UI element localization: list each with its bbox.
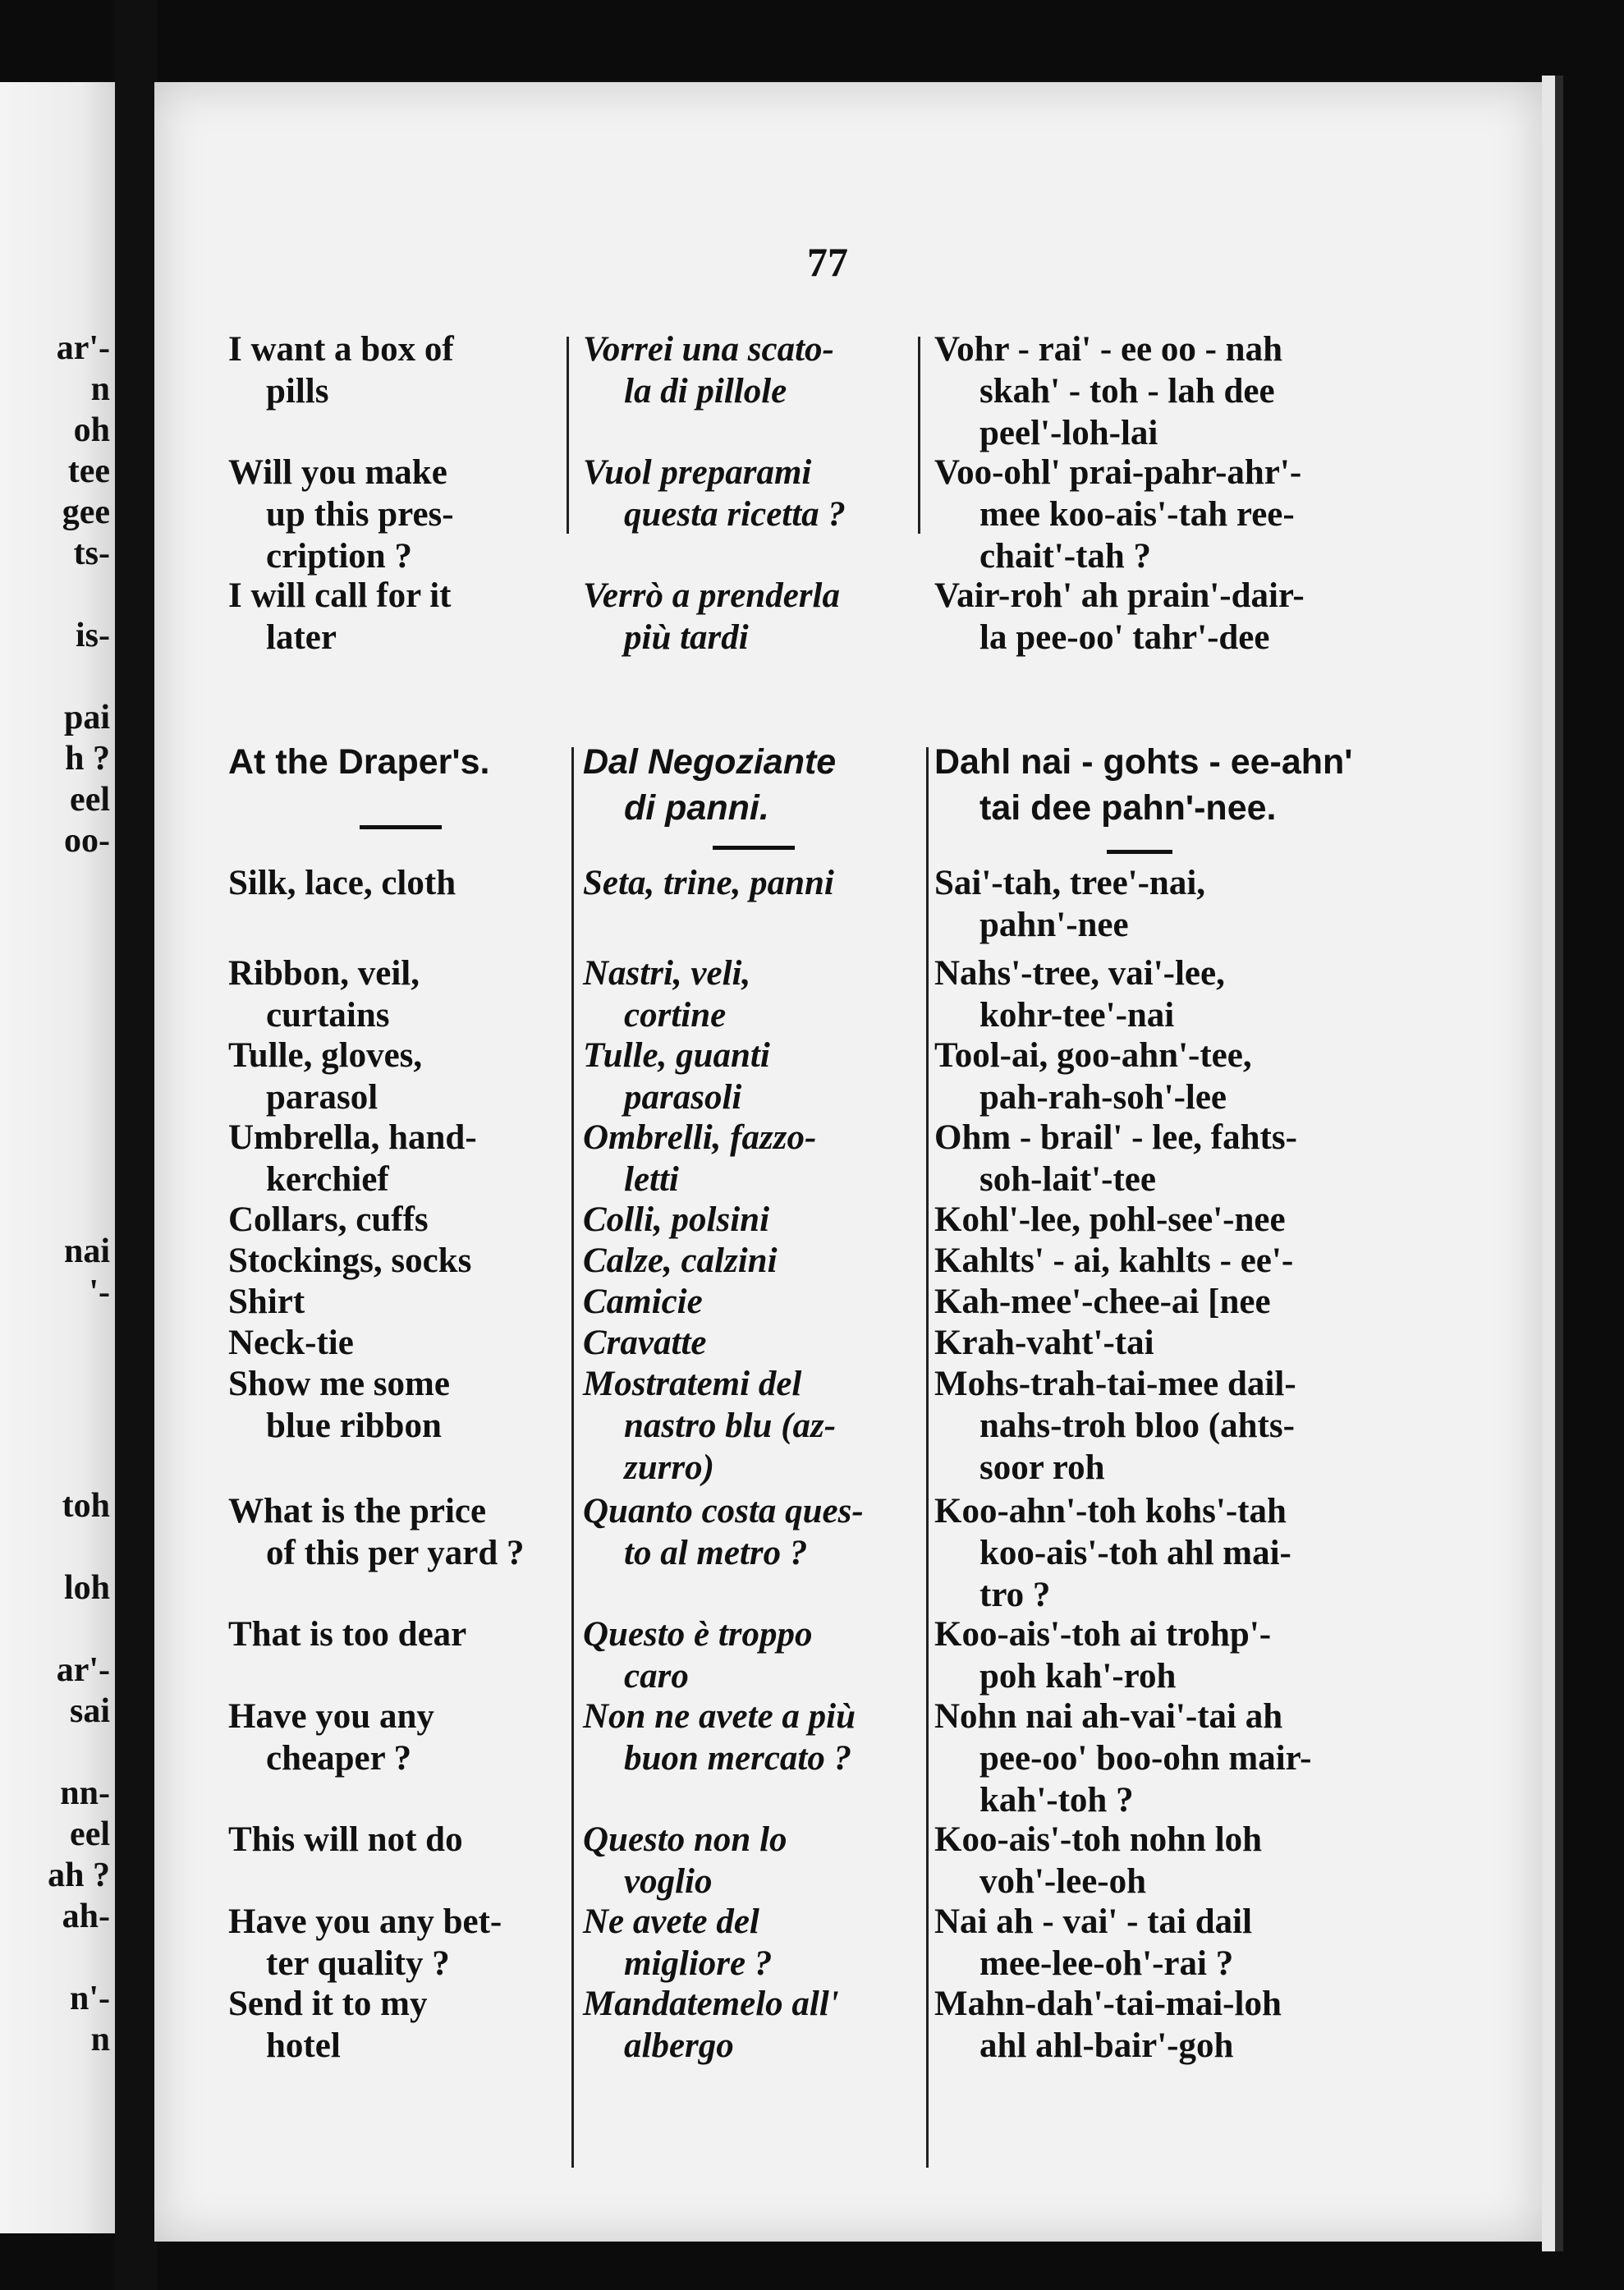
pronunciation-text: skah' - toh - lah dee: [979, 372, 1275, 411]
left-fragment: '-: [89, 1273, 110, 1311]
left-fragment: ts-: [73, 535, 110, 572]
left-fragment: loh: [63, 1569, 110, 1607]
english-text: Send it to my: [228, 1985, 428, 2023]
english-text: of this per yard ?: [266, 1534, 525, 1572]
drapery-entry-pr: [934, 1199, 1361, 1241]
pronunciation-text: Koo-ais'-toh ai trohp'-: [934, 1615, 1272, 1654]
english-text: up this pres-: [266, 495, 454, 534]
pronunciation-text: Vair-roh' ah prain'-dair-: [934, 576, 1305, 615]
drapery-entry-pr: [934, 1901, 1361, 1985]
english-text: Neck-tie: [228, 1324, 354, 1362]
column-divider: [571, 747, 574, 2168]
drapery-entry-pr: [934, 1490, 1361, 1616]
italian-text: Quanto costa ques-: [583, 1492, 864, 1530]
drapery-entry-pr: [934, 1240, 1361, 1282]
english-text: Silk, lace, cloth: [228, 864, 456, 902]
english-text: curtains: [266, 996, 390, 1035]
drapery-entry-pr: [934, 1035, 1361, 1118]
italian-text: Vuol preparami: [583, 453, 812, 492]
heading-text: Dahl nai - gohts - ee-ahn': [934, 742, 1353, 782]
left-fragment: nai: [63, 1232, 110, 1270]
previous-page-edge: [0, 82, 115, 2233]
left-fragment: eel: [70, 781, 110, 819]
english-text: Ribbon, veil,: [228, 954, 420, 993]
english-text: That is too dear: [228, 1615, 467, 1654]
italian-text: voglio: [624, 1862, 713, 1901]
english-text: parasol: [266, 1078, 378, 1117]
pronunciation-text: ahl ahl-bair'-goh: [979, 2026, 1234, 2065]
pronunciation-text: la pee-oo' tahr'-dee: [979, 618, 1270, 657]
drapery-entry-pr: [934, 1117, 1361, 1200]
pronunciation-text: Krah-vaht'-tai: [934, 1324, 1154, 1362]
italian-text: letti: [624, 1160, 679, 1199]
italian-text: Ne avete del: [583, 1902, 759, 1941]
english-text: later: [266, 618, 337, 657]
english-text: hotel: [266, 2026, 341, 2065]
pronunciation-text: koo-ais'-toh ahl mai-: [979, 1534, 1291, 1572]
english-text: Stockings, socks: [228, 1241, 472, 1280]
pharmacy-entry-it: [583, 452, 911, 535]
heading-rule: [360, 825, 442, 829]
left-fragment: ah ?: [48, 1856, 110, 1894]
english-text: Will you make: [228, 453, 447, 492]
heading-rule: [713, 846, 795, 850]
english-text: blue ribbon: [266, 1407, 442, 1445]
section-heading-pr: [934, 739, 1361, 831]
pronunciation-text: soor roh: [979, 1448, 1105, 1487]
left-fragment: oo-: [64, 822, 110, 860]
left-fragment: pai: [63, 699, 110, 737]
left-fragment: nn-: [60, 1774, 110, 1812]
drapery-entry-pr: [934, 1696, 1361, 1821]
drapery-entry-it: [583, 1035, 911, 1118]
italian-text: Colli, polsini: [583, 1200, 770, 1239]
left-fragment: ar'-: [56, 1651, 110, 1689]
pronunciation-text: Sai'-tah, tree'-nai,: [934, 864, 1206, 902]
drapery-entry-pr: [934, 1363, 1361, 1489]
left-fragment: tee: [67, 452, 110, 490]
italian-text: Nastri, veli,: [583, 954, 751, 993]
italian-text: Seta, trine, panni: [583, 864, 834, 902]
pronunciation-text: mee koo-ais'-tah ree-: [979, 495, 1295, 534]
pronunciation-text: pahn'-nee: [979, 906, 1129, 944]
italian-text: zurro): [624, 1448, 714, 1487]
english-text: pills: [266, 372, 329, 411]
drapery-entry-it: [583, 1322, 911, 1364]
left-fragment: n: [90, 2021, 110, 2058]
english-text: I will call for it: [228, 576, 452, 615]
column-divider: [918, 337, 920, 534]
english-text: Collars, cuffs: [228, 1200, 429, 1239]
heading-text: At the Draper's.: [228, 742, 490, 782]
left-fragment: ah-: [62, 1898, 110, 1935]
pronunciation-text: pee-oo' boo-ohn mair-: [979, 1739, 1312, 1778]
column-divider: [567, 337, 569, 534]
italian-text: parasoli: [624, 1078, 742, 1117]
italian-text: caro: [624, 1657, 689, 1696]
italian-text: la di pillole: [624, 372, 787, 411]
left-fragment: is-: [76, 617, 110, 654]
english-text: ter quality ?: [266, 1944, 450, 1983]
pronunciation-text: Kahlts' - ai, kahlts - ee'-: [934, 1241, 1294, 1280]
pronunciation-text: mee-lee-oh'-rai ?: [979, 1944, 1234, 1983]
italian-text: migliore ?: [624, 1944, 773, 1983]
italian-text: nastro blu (az-: [624, 1407, 837, 1445]
pronunciation-text: Nai ah - vai' - tai dail: [934, 1902, 1253, 1941]
english-text: cription ?: [266, 537, 412, 576]
drapery-entry-it: [583, 1696, 911, 1779]
pronunciation-text: peel'-loh-lai: [979, 414, 1158, 452]
italian-text: Camicie: [583, 1283, 703, 1321]
pronunciation-text: Ohm - brail' - lee, fahts-: [934, 1118, 1297, 1157]
left-fragment: h ?: [65, 740, 110, 778]
english-text: Have you any bet-: [228, 1902, 502, 1941]
drapery-entry-it: [583, 1819, 911, 1902]
pronunciation-text: soh-lait'-tee: [979, 1160, 1156, 1199]
drapery-entry-it: [583, 1240, 911, 1282]
drapery-entry-pr: [934, 1983, 1361, 2067]
english-text: Show me some: [228, 1365, 450, 1403]
pronunciation-text: tro ?: [979, 1576, 1051, 1614]
english-text: Umbrella, hand-: [228, 1118, 477, 1157]
book-gutter: [115, 0, 158, 2290]
drapery-entry-it: [583, 952, 911, 1036]
italian-text: Tulle, guanti: [583, 1036, 770, 1075]
pharmacy-entry-pr: [934, 575, 1361, 659]
drapery-entry-it: [583, 1613, 911, 1697]
drapery-entry-pr: [934, 1819, 1361, 1902]
drapery-entry-it: [583, 1199, 911, 1241]
page-number: 77: [807, 239, 848, 285]
left-fragment: eel: [70, 1815, 110, 1853]
italian-text: cortine: [624, 996, 727, 1035]
italian-text: buon mercato ?: [624, 1739, 852, 1778]
pronunciation-text: Voo-ohl' prai-pahr-ahr'-: [934, 453, 1302, 492]
italian-text: Questo è troppo: [583, 1615, 813, 1654]
italian-text: Non ne avete a più: [583, 1697, 856, 1736]
pronunciation-text: Tool-ai, goo-ahn'-tee,: [934, 1036, 1252, 1075]
left-fragment: ar'-: [56, 329, 110, 367]
left-fragment: n: [90, 370, 110, 408]
pharmacy-entry-pr: [934, 452, 1361, 577]
english-text: Have you any: [228, 1697, 434, 1736]
drapery-entry-it: [583, 862, 911, 904]
english-text: This will not do: [228, 1820, 463, 1859]
italian-text: più tardi: [624, 618, 749, 657]
pharmacy-entry-pr: [934, 328, 1361, 454]
drapery-entry-pr: [934, 1281, 1361, 1323]
pronunciation-text: Vohr - rai' - ee oo - nah: [934, 330, 1283, 369]
pharmacy-entry-it: [583, 575, 911, 659]
left-fragment: gee: [62, 493, 110, 531]
heading-text: tai dee pahn'-nee.: [979, 788, 1277, 828]
english-text: Tulle, gloves,: [228, 1036, 423, 1075]
italian-text: Verrò a prenderla: [583, 576, 840, 615]
drapery-entry-it: [583, 1490, 911, 1574]
left-fragment: oh: [73, 411, 110, 449]
page-edge-shadow: [1555, 76, 1563, 2251]
pronunciation-text: Koo-ais'-toh nohn loh: [934, 1820, 1263, 1859]
left-fragment: n'-: [69, 1980, 110, 2017]
page-edge: [1542, 76, 1555, 2251]
heading-rule: [1107, 850, 1172, 854]
pronunciation-text: Mohs-trah-tai-mee dail-: [934, 1365, 1296, 1403]
drapery-entry-pr: [934, 1613, 1361, 1697]
pharmacy-entry-it: [583, 328, 911, 412]
pronunciation-text: chait'-tah ?: [979, 537, 1152, 576]
drapery-entry-pr: [934, 862, 1361, 946]
italian-text: Mostratemi del: [583, 1365, 802, 1403]
heading-text: Dal Negoziante: [583, 742, 837, 782]
drapery-entry-pr: [934, 952, 1361, 1036]
italian-text: albergo: [624, 2026, 734, 2065]
pronunciation-text: poh kah'-roh: [979, 1657, 1177, 1696]
column-divider: [926, 747, 929, 2168]
book-page: [154, 82, 1542, 2242]
pronunciation-text: nahs-troh bloo (ahts-: [979, 1407, 1295, 1445]
italian-text: Ombrelli, fazzo-: [583, 1118, 817, 1157]
italian-text: Cravatte: [583, 1324, 707, 1362]
pronunciation-text: Koo-ahn'-toh kohs'-tah: [934, 1492, 1287, 1530]
drapery-entry-it: [583, 1983, 911, 2067]
drapery-entry-it: [583, 1901, 911, 1985]
italian-text: Vorrei una scato-: [583, 330, 834, 369]
english-text: What is the price: [228, 1492, 487, 1530]
drapery-entry-pr: [934, 1322, 1361, 1364]
italian-text: Questo non lo: [583, 1820, 787, 1859]
english-text: kerchief: [266, 1160, 389, 1199]
drapery-entry-it: [583, 1363, 911, 1489]
english-text: cheaper ?: [266, 1739, 412, 1778]
pronunciation-text: Mahn-dah'-tai-mai-loh: [934, 1985, 1282, 2023]
pronunciation-text: pah-rah-soh'-lee: [979, 1078, 1227, 1117]
italian-text: questa ricetta ?: [624, 495, 846, 534]
left-fragment: sai: [69, 1692, 110, 1730]
pronunciation-text: Kah-mee'-chee-ai [nee: [934, 1283, 1271, 1321]
italian-text: Calze, calzini: [583, 1241, 778, 1280]
drapery-entry-it: [583, 1117, 911, 1200]
left-fragment: toh: [62, 1487, 110, 1525]
pronunciation-text: kah'-toh ?: [979, 1781, 1134, 1820]
pronunciation-text: kohr-tee'-nai: [979, 996, 1175, 1035]
english-text: I want a box of: [228, 330, 454, 369]
pronunciation-text: Kohl'-lee, pohl-see'-nee: [934, 1200, 1286, 1239]
heading-text: di panni.: [624, 788, 769, 828]
pronunciation-text: Nahs'-tree, vai'-lee,: [934, 954, 1225, 993]
drapery-entry-it: [583, 1281, 911, 1323]
section-heading-it: [583, 739, 911, 831]
italian-text: to al metro ?: [624, 1534, 808, 1572]
pronunciation-text: Nohn nai ah-vai'-tai ah: [934, 1697, 1283, 1736]
italian-text: Mandatemelo all': [583, 1985, 839, 2023]
english-text: Shirt: [228, 1283, 305, 1321]
pronunciation-text: voh'-lee-oh: [979, 1862, 1147, 1901]
